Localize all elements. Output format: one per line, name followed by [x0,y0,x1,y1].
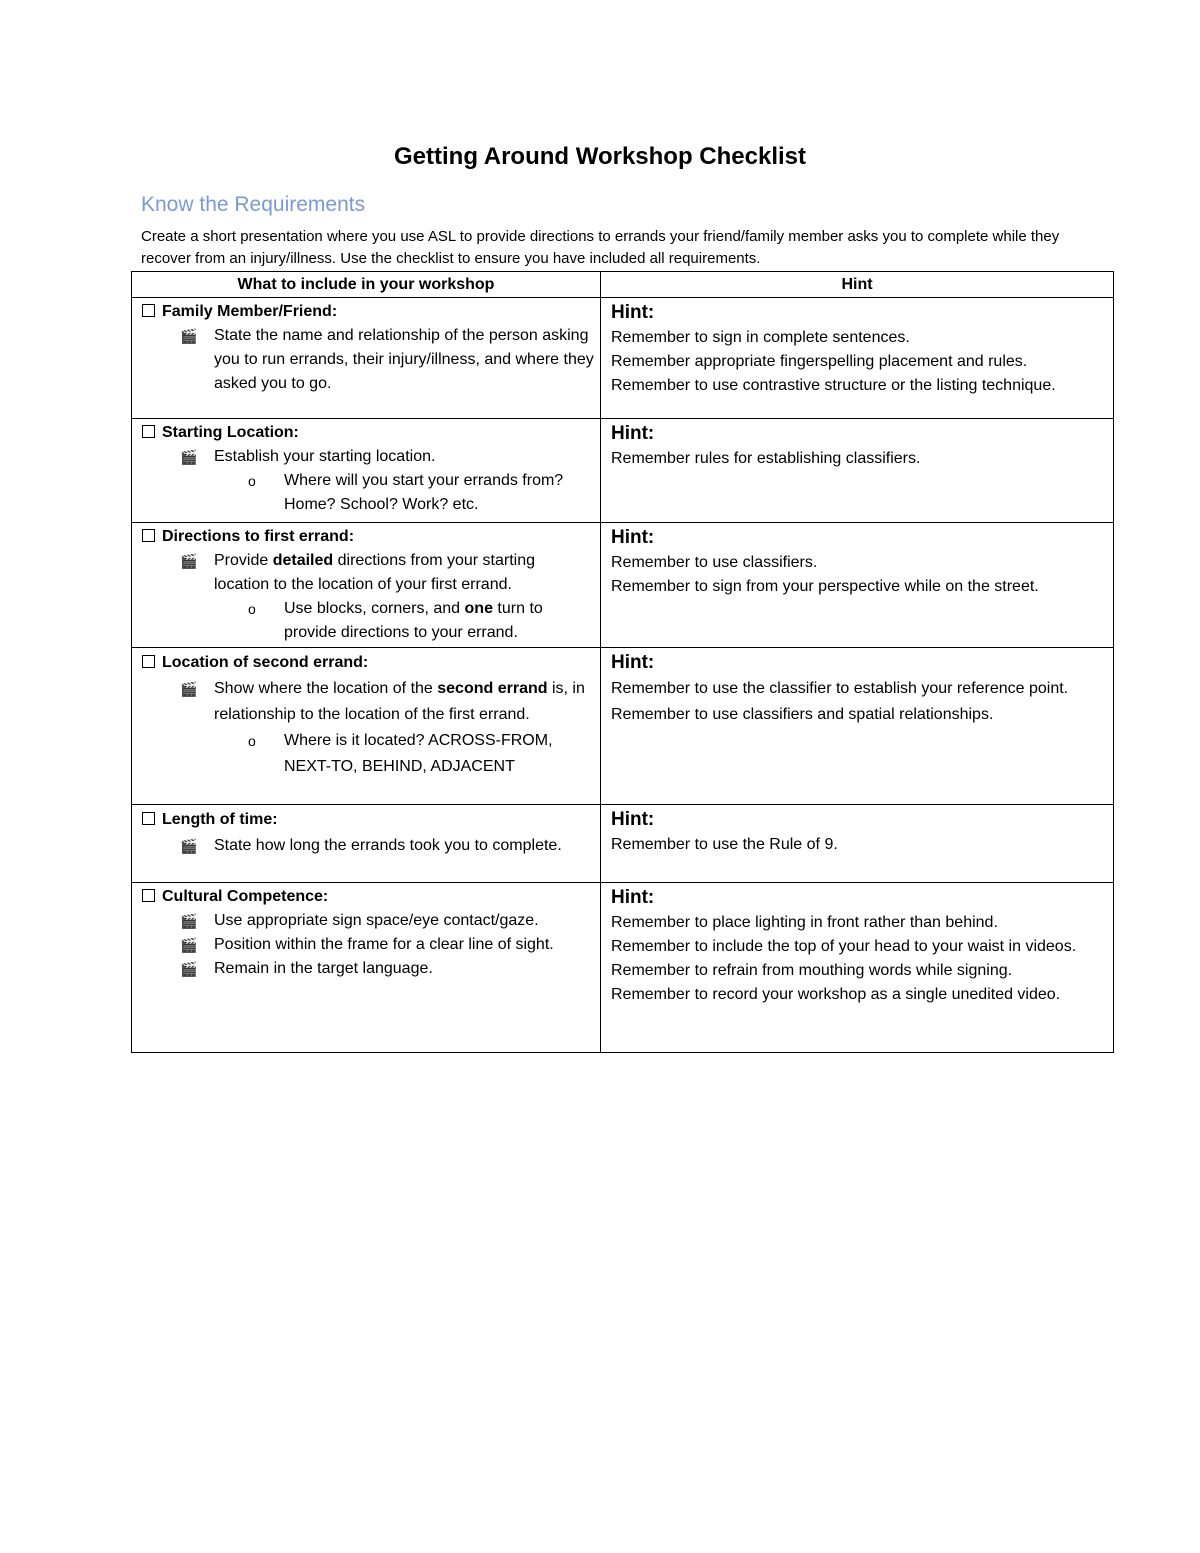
table-row [132,523,1114,648]
requirement-label: Length of time: [162,811,278,828]
intro-paragraph: Create a short presentation where you use ASL to provide directions to errands your friend/family member asks you to complete while they recover from an injury/illness. Use the checklist to ensure you have included all requirements. [141,228,1060,267]
hint-label: Hint: [611,652,655,673]
hint-label: Hint: [611,887,655,908]
clapperboard-bullet-icon: 🎬 [180,913,198,929]
requirement-heading [142,885,594,909]
circle-bullet-icon: o [248,601,256,617]
circle-bullet-icon: o [248,473,256,489]
requirement-label: Family Member/Friend: [162,303,338,320]
hint-line: Remember to include the top of your head to your waist in videos. [611,938,1077,955]
table-row [132,419,1114,523]
list-item [142,957,594,981]
sub-list-item [142,728,594,780]
list-item [142,445,594,469]
requirement-label: Location of second errand: [162,654,369,671]
hint-line: Remember to sign from your perspective while on the street. [611,578,1039,595]
bullet-text: Position within the frame for a clear line of sight. [214,936,554,953]
hint-cell [601,419,1114,523]
sub-list-item [142,597,594,645]
table-row [132,805,1114,883]
bullet-text: State how long the errands took you to complete. [214,837,562,854]
hint-label: Hint: [611,809,655,830]
requirement-heading [142,525,594,549]
table-row [132,298,1114,419]
bullet-text: State the name and relationship of the person asking you to run errands, their injury/illness, and where they asked you to go. [214,327,594,392]
sub-emphasis: one [464,600,493,617]
clapperboard-bullet-icon: 🎬 [180,449,198,465]
list-item [142,324,594,396]
checkbox-icon[interactable] [142,889,155,902]
requirement-label: Starting Location: [162,424,299,441]
checkbox-icon[interactable] [142,812,155,825]
clapperboard-bullet-icon: 🎬 [180,961,198,977]
requirement-label: Directions to first errand: [162,528,355,545]
hint-cell [601,298,1114,419]
hint-line: Remember to use the classifier to establish your reference point. [611,680,1069,697]
hint-line: Remember to use classifiers and spatial relationships. [611,706,994,723]
requirement-cell [132,419,601,523]
hint-line: Remember to record your workshop as a single unedited video. [611,986,1061,1003]
clapperboard-bullet-icon: 🎬 [180,553,198,569]
list-item [142,676,594,728]
requirement-heading [142,650,594,676]
column-header-hint: Hint [601,272,1114,298]
bullet-text-part: Show where the location of the [214,680,438,697]
sub-bullet-text [284,600,543,641]
checkbox-icon[interactable] [142,425,155,438]
hint-label: Hint: [611,302,655,323]
circle-bullet-icon: o [248,733,256,749]
requirement-heading [142,300,594,324]
hint-line: Remember rules for establishing classifiers. [611,450,921,467]
requirement-label: Cultural Competence: [162,888,329,905]
bullet-text: Establish your starting location. [214,448,436,465]
hint-cell [601,523,1114,648]
hint-cell [601,805,1114,883]
hint-cell [601,883,1114,1053]
table-row [132,648,1114,805]
requirement-cell [132,523,601,648]
sub-bullet-text: Where is it located? ACROSS-FROM, NEXT-TO, BEHIND, ADJACENT [284,732,553,775]
checkbox-icon[interactable] [142,529,155,542]
sub-text-part: Use blocks, corners, and [284,600,465,617]
bullet-text-part: directions from your starting location to the location of your first errand. [214,552,536,593]
bullet-text: Use appropriate sign space/eye contact/gaze. [214,912,539,929]
sub-list-item [142,469,594,517]
clapperboard-bullet-icon: 🎬 [180,328,198,344]
column-header-requirements: What to include in your workshop [132,272,601,298]
requirement-cell [132,805,601,883]
hint-line: Remember to refrain from mouthing words while signing. [611,962,1013,979]
requirement-cell [132,883,601,1053]
clapperboard-bullet-icon: 🎬 [180,838,198,854]
list-item [142,549,594,597]
hint-cell [601,648,1114,805]
table-header-row [132,272,1114,298]
bullet-text [214,552,535,593]
checkbox-icon[interactable] [142,655,155,668]
clapperboard-bullet-icon: 🎬 [180,681,198,697]
requirement-cell [132,648,601,805]
sub-bullet-text: Where will you start your errands from? Home? School? Work? etc. [284,472,564,513]
hint-line: Remember to use classifiers. [611,554,818,571]
hint-label: Hint: [611,423,655,444]
hint-line: Remember to place lighting in front rather than behind. [611,914,998,931]
bullet-text-part: is, in relationship to the location of the first errand. [214,680,585,723]
sub-text-part: turn to provide directions to your errand. [284,600,543,641]
bullet-text-part: Provide [214,552,273,569]
requirement-heading [142,807,594,833]
bullet-emphasis: detailed [272,552,334,569]
section-heading: Know the Requirements [141,193,366,216]
hint-line: Remember to sign in complete sentences. [611,329,910,346]
hint-label: Hint: [611,527,655,548]
page-title: Getting Around Workshop Checklist [393,143,807,170]
requirements-table [131,271,1114,1053]
bullet-text [214,680,585,723]
requirement-cell [132,298,601,419]
clapperboard-bullet-icon: 🎬 [180,937,198,953]
hint-line: Remember to use contrastive structure or the listing technique. [611,377,1056,394]
checkbox-icon[interactable] [142,304,155,317]
hint-line: Remember appropriate fingerspelling placement and rules. [611,353,1028,370]
requirement-heading [142,421,594,445]
bullet-emphasis: second errand [437,680,548,697]
list-item [142,933,594,957]
table-row [132,883,1114,1053]
list-item [142,909,594,933]
hint-line: Remember to use the Rule of 9. [611,836,838,853]
bullet-text: Remain in the target language. [214,960,433,977]
list-item [142,833,594,859]
